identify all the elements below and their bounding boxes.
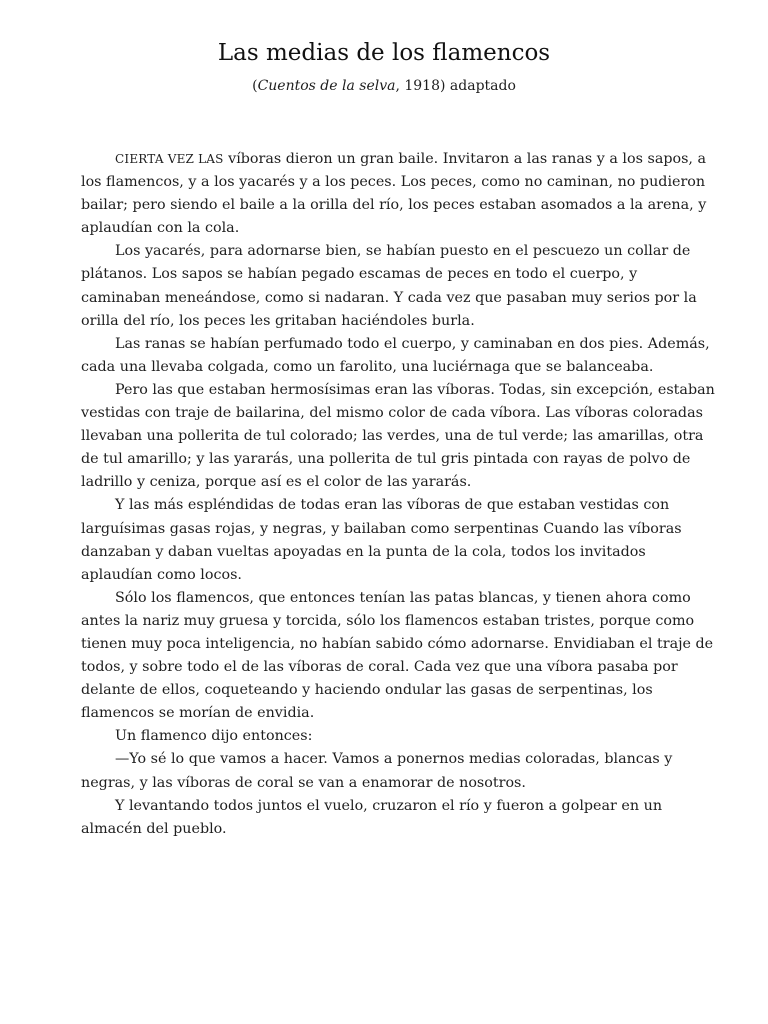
page-title: Las medias de los flamencos [217,40,551,66]
paragraph-text: víboras dieron un gran baile. Invitaron a las ranas y a los sapos, a los flamencos, y a los yacarés y a los peces. Los peces, como no caminan, no pudieron bailar; pero siendo el baile a la orilla del río, los peces estaban asomados a la arena, y aplaudían con la cola. [81,151,707,237]
opening-smallcaps: CIERTA VEZ LAS [115,152,224,166]
story-paragraph: —Yo sé lo que vamos a hacer. Vamos a ponernos medias coloradas, blancas y negras, y las víboras de coral se van a enamorar de nosotros. [81,751,673,791]
story-body [81,148,720,841]
story-paragraph: Pero las que estaban hermosísimas eran las víboras. Todas, sin excepción, estaban vestidas con traje de bailarina, del mismo color de cada víbora. Las víboras coloradas llevaban una pollerita de tul colorado; las verdes, una de tul verde; las amarillas, otra de tul amarillo; y las yararás, una pollerita de tul gris pintada con rayas de polvo de ladrillo y ceniza, porque así es el color de las yararás. [81,381,715,491]
story-paragraph: Y levantando todos juntos el vuelo, cruzaron el río y fueron a golpear en un almacén del pueblo. [81,797,663,837]
story-paragraph [81,148,720,240]
subtitle-rest: , 1918) adaptado [395,78,516,94]
subtitle-open-paren: ( [252,78,258,94]
story-paragraph: Sólo los flamencos, que entonces tenían las patas blancas, y tienen ahora como antes la nariz muy gruesa y torcida, sólo los flamencos estaban tristes, porque como tienen muy poca inteligencia, no habían sabido cómo adornarse. Envidiaban el traje de todos, y sobre todo el de las víboras de coral. Cada vez que una víbora pasaba por delante de ellos, coqueteando y haciendo ondular las gasas de serpentinas, los flamencos se morían de envidia. [81,589,714,722]
story-paragraph: Un flamenco dijo entonces: [115,728,313,745]
story-paragraph: Los yacarés, para adornarse bien, se habían puesto en el pescuezo un collar de plátanos. Los sapos se habían pegado escamas de peces en todo el cuerpo, y caminaban meneándose, como si nadaran. Y cada vez que pasaban muy serios por la orilla del río, los peces les gritaban haciéndoles burla. [81,243,697,329]
subtitle-work-title: Cuentos de la selva [257,78,396,94]
page-subtitle [0,76,768,96]
story-paragraph: Y las más espléndidas de todas eran las víboras de que estaban vestidas con larguísimas gasas rojas, y negras, y bailaban como serpentinas Cuando las víboras danzaban y daban vueltas apoyadas en la punta de la cola, todos los invitados aplaudían como locos. [81,497,682,583]
story-paragraph: Las ranas se habían perfumado todo el cuerpo, y caminaban en dos pies. Además, cada una llevaba colgada, como un farolito, una luciérnaga que se balanceaba. [81,335,710,375]
